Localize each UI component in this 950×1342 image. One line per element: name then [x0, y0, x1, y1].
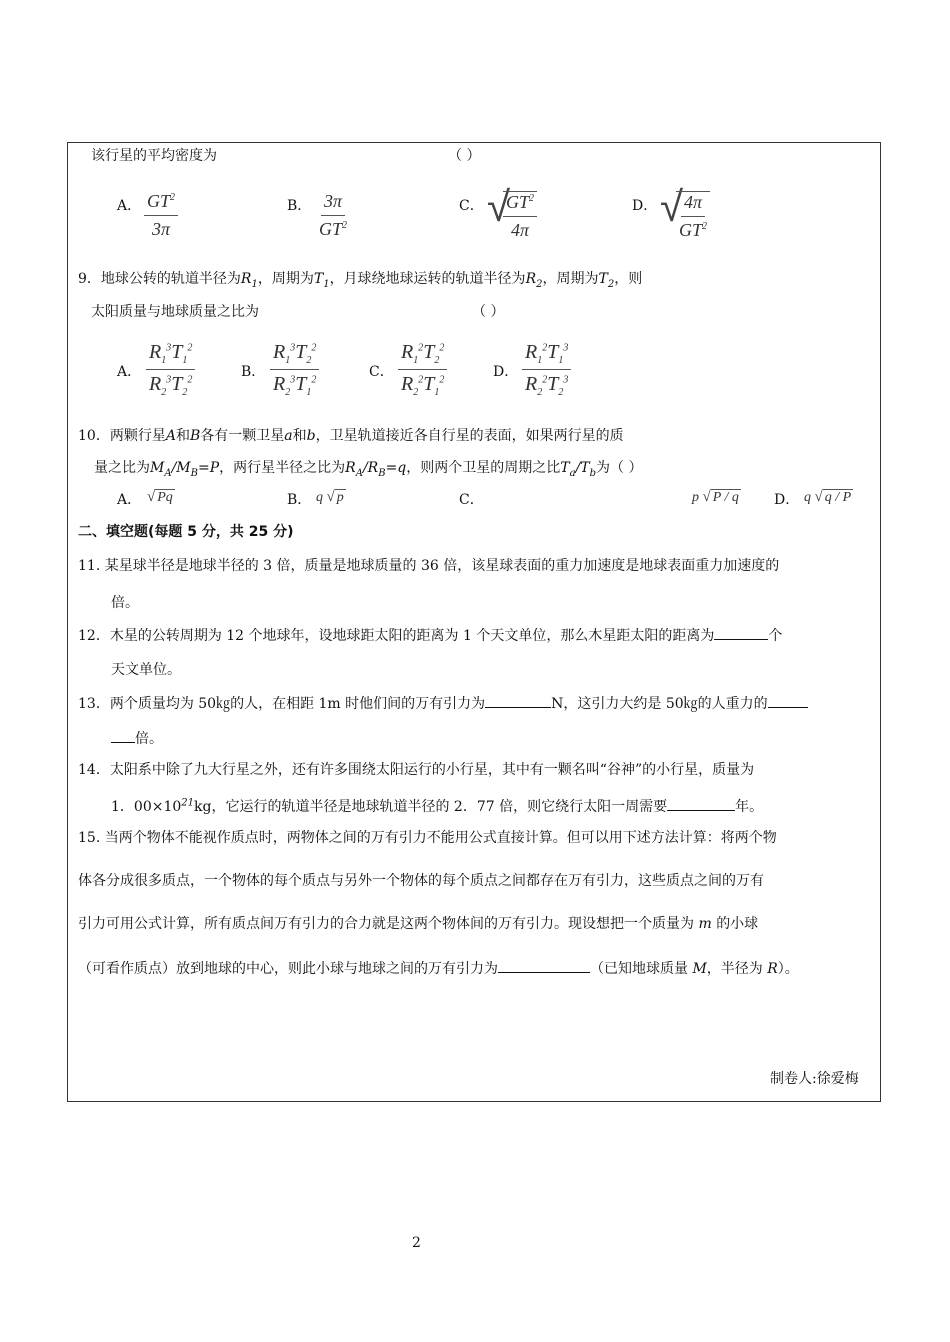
q11-line2: 倍。: [111, 595, 139, 611]
q10-opt-b: B．: [287, 492, 312, 508]
q8-opt-b: B．: [287, 198, 312, 214]
q12-line2: 天文单位。: [111, 662, 181, 678]
q15-line2: 体各分成很多质点，一个物体的每个质点与另外一个物体的每个质点之间都存在万有引力，这些质点之间的万有: [78, 873, 764, 889]
q10-expr-b: q √ p: [316, 489, 344, 505]
q9-opt-d: D．: [493, 364, 519, 380]
q14-line2: 1．$00\times 10^{21}kg$，它运行的轨道半径是地球轨道半径的 2．77 倍，则它绕行太阳一周需要 年。: [111, 797, 764, 815]
q9-line1: 9．地球公转的轨道半径为$R_1$，周期为$T_1$，月球绕地球运转的轨道半径为$R_2$，周期为$T_2$，则: [78, 271, 643, 290]
q10-opt-d: D．: [774, 492, 800, 508]
q8-opt-d: D．: [632, 198, 658, 214]
q8-stem: 该行星的平均密度为: [91, 148, 217, 164]
author: 制卷人:徐爱梅: [770, 1071, 859, 1087]
q9-opt-c: C．: [369, 364, 394, 380]
q9-opt-a: A．: [117, 364, 142, 380]
q13-blank-2[interactable]: [768, 695, 808, 708]
q9-line2: 太阳质量与地球质量之比为: [91, 304, 259, 320]
q8-frac-b: $\frac{3\pi}{GT^2}$: [319, 191, 348, 239]
q13-line2: 倍。: [111, 730, 163, 746]
q15-line1: 15. 当两个物体不能视作质点时，两物体之间的万有引力不能用公式直接计算。但可以用下述方法计算：将两个物: [78, 830, 777, 846]
section-title: 二、填空题(每题 5 分，共 25 分): [78, 524, 294, 540]
q15-line4: （可看作质点）放到地球的中心，则此小球与地球之间的万有引力为 （已知地球质量 M，半径为 R）。: [78, 961, 799, 977]
q8-frac-c: $\frac{GT^2}{4\pi}$: [503, 191, 537, 241]
q8-frac-d: $\frac{4\pi}{GT^2}$: [676, 191, 710, 241]
q8-sqrt-d: √: [660, 182, 684, 231]
q15-line3: 引力可用公式计算，所有质点间万有引力的合力就是这两个物体间的万有引力。现设想把一个质量为 m 的小球: [78, 916, 759, 932]
page-number: 2: [412, 1235, 421, 1251]
q8-sqrt-c: √: [487, 182, 511, 231]
q9-frac-d: $\frac{R_1^2T_1^3}{R_2^2T_2^3}$: [522, 341, 571, 398]
q11-line1: 11. 某星球半径是地球半径的 3 倍，质量是地球质量的 36 倍，该星球表面的重力加速度是地球表面重力加速度的: [78, 558, 780, 574]
q9-paren: （ ）: [472, 304, 505, 320]
q10-line2: 量之比为$M_A/M_B=P$，两行星半径之比为$R_A/R_B=q$，则两个卫星的周期之比$T_a/T_b$为（ ）: [94, 460, 643, 479]
q10-expr-a: √ Pq: [147, 489, 173, 505]
q10-expr-c: p √ P / q: [692, 489, 739, 505]
q12-line1: 12．木星的公转周期为 12 个地球年，设地球距太阳的距离为 1 个天文单位，那么木星距太阳的距离为 个: [78, 628, 783, 644]
q10-opt-a: A．: [117, 492, 142, 508]
q15-blank[interactable]: [498, 960, 590, 973]
q14-line1: 14．太阳系中除了九大行星之外，还有许多围绕太阳运行的小行星，其中有一颗名叫“谷神”的小行星，质量为: [78, 762, 755, 778]
q10-expr-d: q √ q / P: [804, 489, 852, 505]
q14-blank[interactable]: [667, 798, 735, 811]
q13-blank-1[interactable]: [485, 695, 551, 708]
q10-opt-c: C．: [459, 492, 484, 508]
q12-blank[interactable]: [714, 627, 768, 640]
q9-opt-b: B．: [241, 364, 266, 380]
q8-opt-a: A．: [117, 198, 142, 214]
q8-frac-a: $\frac{GT^2}{3\pi}$: [144, 191, 178, 240]
q9-frac-b: $\frac{R_1^3T_2^2}{R_2^3T_1^2}$: [270, 341, 319, 398]
q13-line1: 13．两个质量均为 50㎏的人，在相距 1m 时他们间的万有引力为 N，这引力大约是 50㎏的人重力的: [78, 695, 808, 711]
q10-line1: 10．两颗行星A和B各有一颗卫星a和b，卫星轨道接近各自行星的表面，如果两行星的质: [78, 428, 624, 444]
q8-paren: （ ）: [448, 148, 481, 164]
q8-opt-c: C．: [459, 198, 484, 214]
q9-frac-c: $\frac{R_1^2T_2^2}{R_2^2T_1^2}$: [398, 341, 447, 398]
q9-frac-a: $\frac{R_1^3T_1^2}{R_2^3T_2^2}$: [146, 341, 195, 398]
